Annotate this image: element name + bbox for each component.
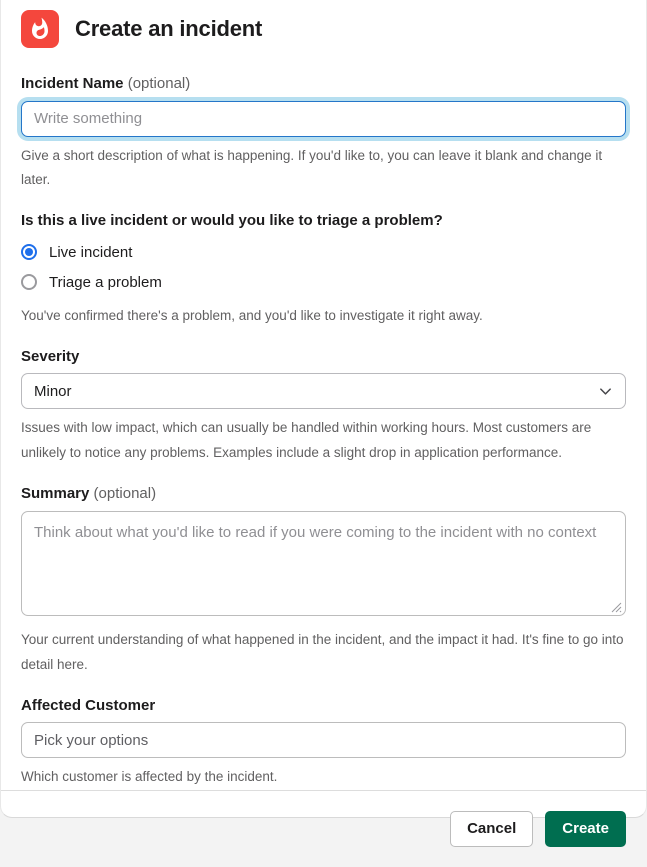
flame-icon — [21, 10, 59, 48]
radio-selected-icon[interactable] — [21, 244, 37, 260]
summary-label: Summary (optional) — [21, 485, 157, 503]
chevron-down-icon — [598, 384, 613, 399]
radio-label: Live incident — [49, 243, 133, 261]
optional-tag: (optional) — [93, 485, 157, 503]
severity-hint: Issues with low impact, which can usually be handled within working hours. Most customers are unlikely to notice any problems. Examples include a slight drop in application performance. — [21, 420, 592, 461]
severity-selected-value: Minor — [34, 382, 72, 400]
summary-textarea[interactable] — [21, 511, 626, 616]
page-title: Create an incident — [75, 16, 263, 41]
modal-header — [1, 0, 646, 56]
radio-triage-problem[interactable] — [21, 274, 626, 291]
radio-label: Triage a problem — [49, 273, 162, 291]
summary-hint: Your current understanding of what happened in the incident, and the impact it had. It's fine to go into detail here. — [21, 631, 624, 672]
affected-customer-label: Affected Customer — [21, 696, 156, 714]
affected-customer-input[interactable] — [21, 722, 626, 758]
create-button[interactable]: Create — [545, 811, 626, 847]
incident-name-input[interactable] — [21, 101, 626, 137]
severity-select[interactable] — [21, 373, 626, 409]
incident-type-label: Is this a live incident or would you like to triage a problem? — [21, 212, 443, 230]
modal-footer — [1, 790, 646, 867]
radio-live-incident[interactable] — [21, 244, 626, 261]
severity-label: Severity — [21, 347, 80, 365]
summary-textarea-wrap — [21, 511, 626, 621]
optional-tag: (optional) — [127, 75, 191, 92]
incident-name-hint: Give a short description of what is happening. If you'd like to, you can leave it blank and change it later. — [21, 147, 603, 188]
incident-name-label: Incident Name (optional) — [21, 75, 191, 92]
cancel-button[interactable]: Cancel — [450, 811, 533, 847]
incident-type-hint: You've confirmed there's a problem, and you'd like to investigate it right away. — [21, 307, 483, 323]
affected-customer-hint: Which customer is affected by the incident. — [21, 769, 278, 785]
form-body — [1, 56, 646, 790]
radio-unselected-icon[interactable] — [21, 274, 37, 290]
